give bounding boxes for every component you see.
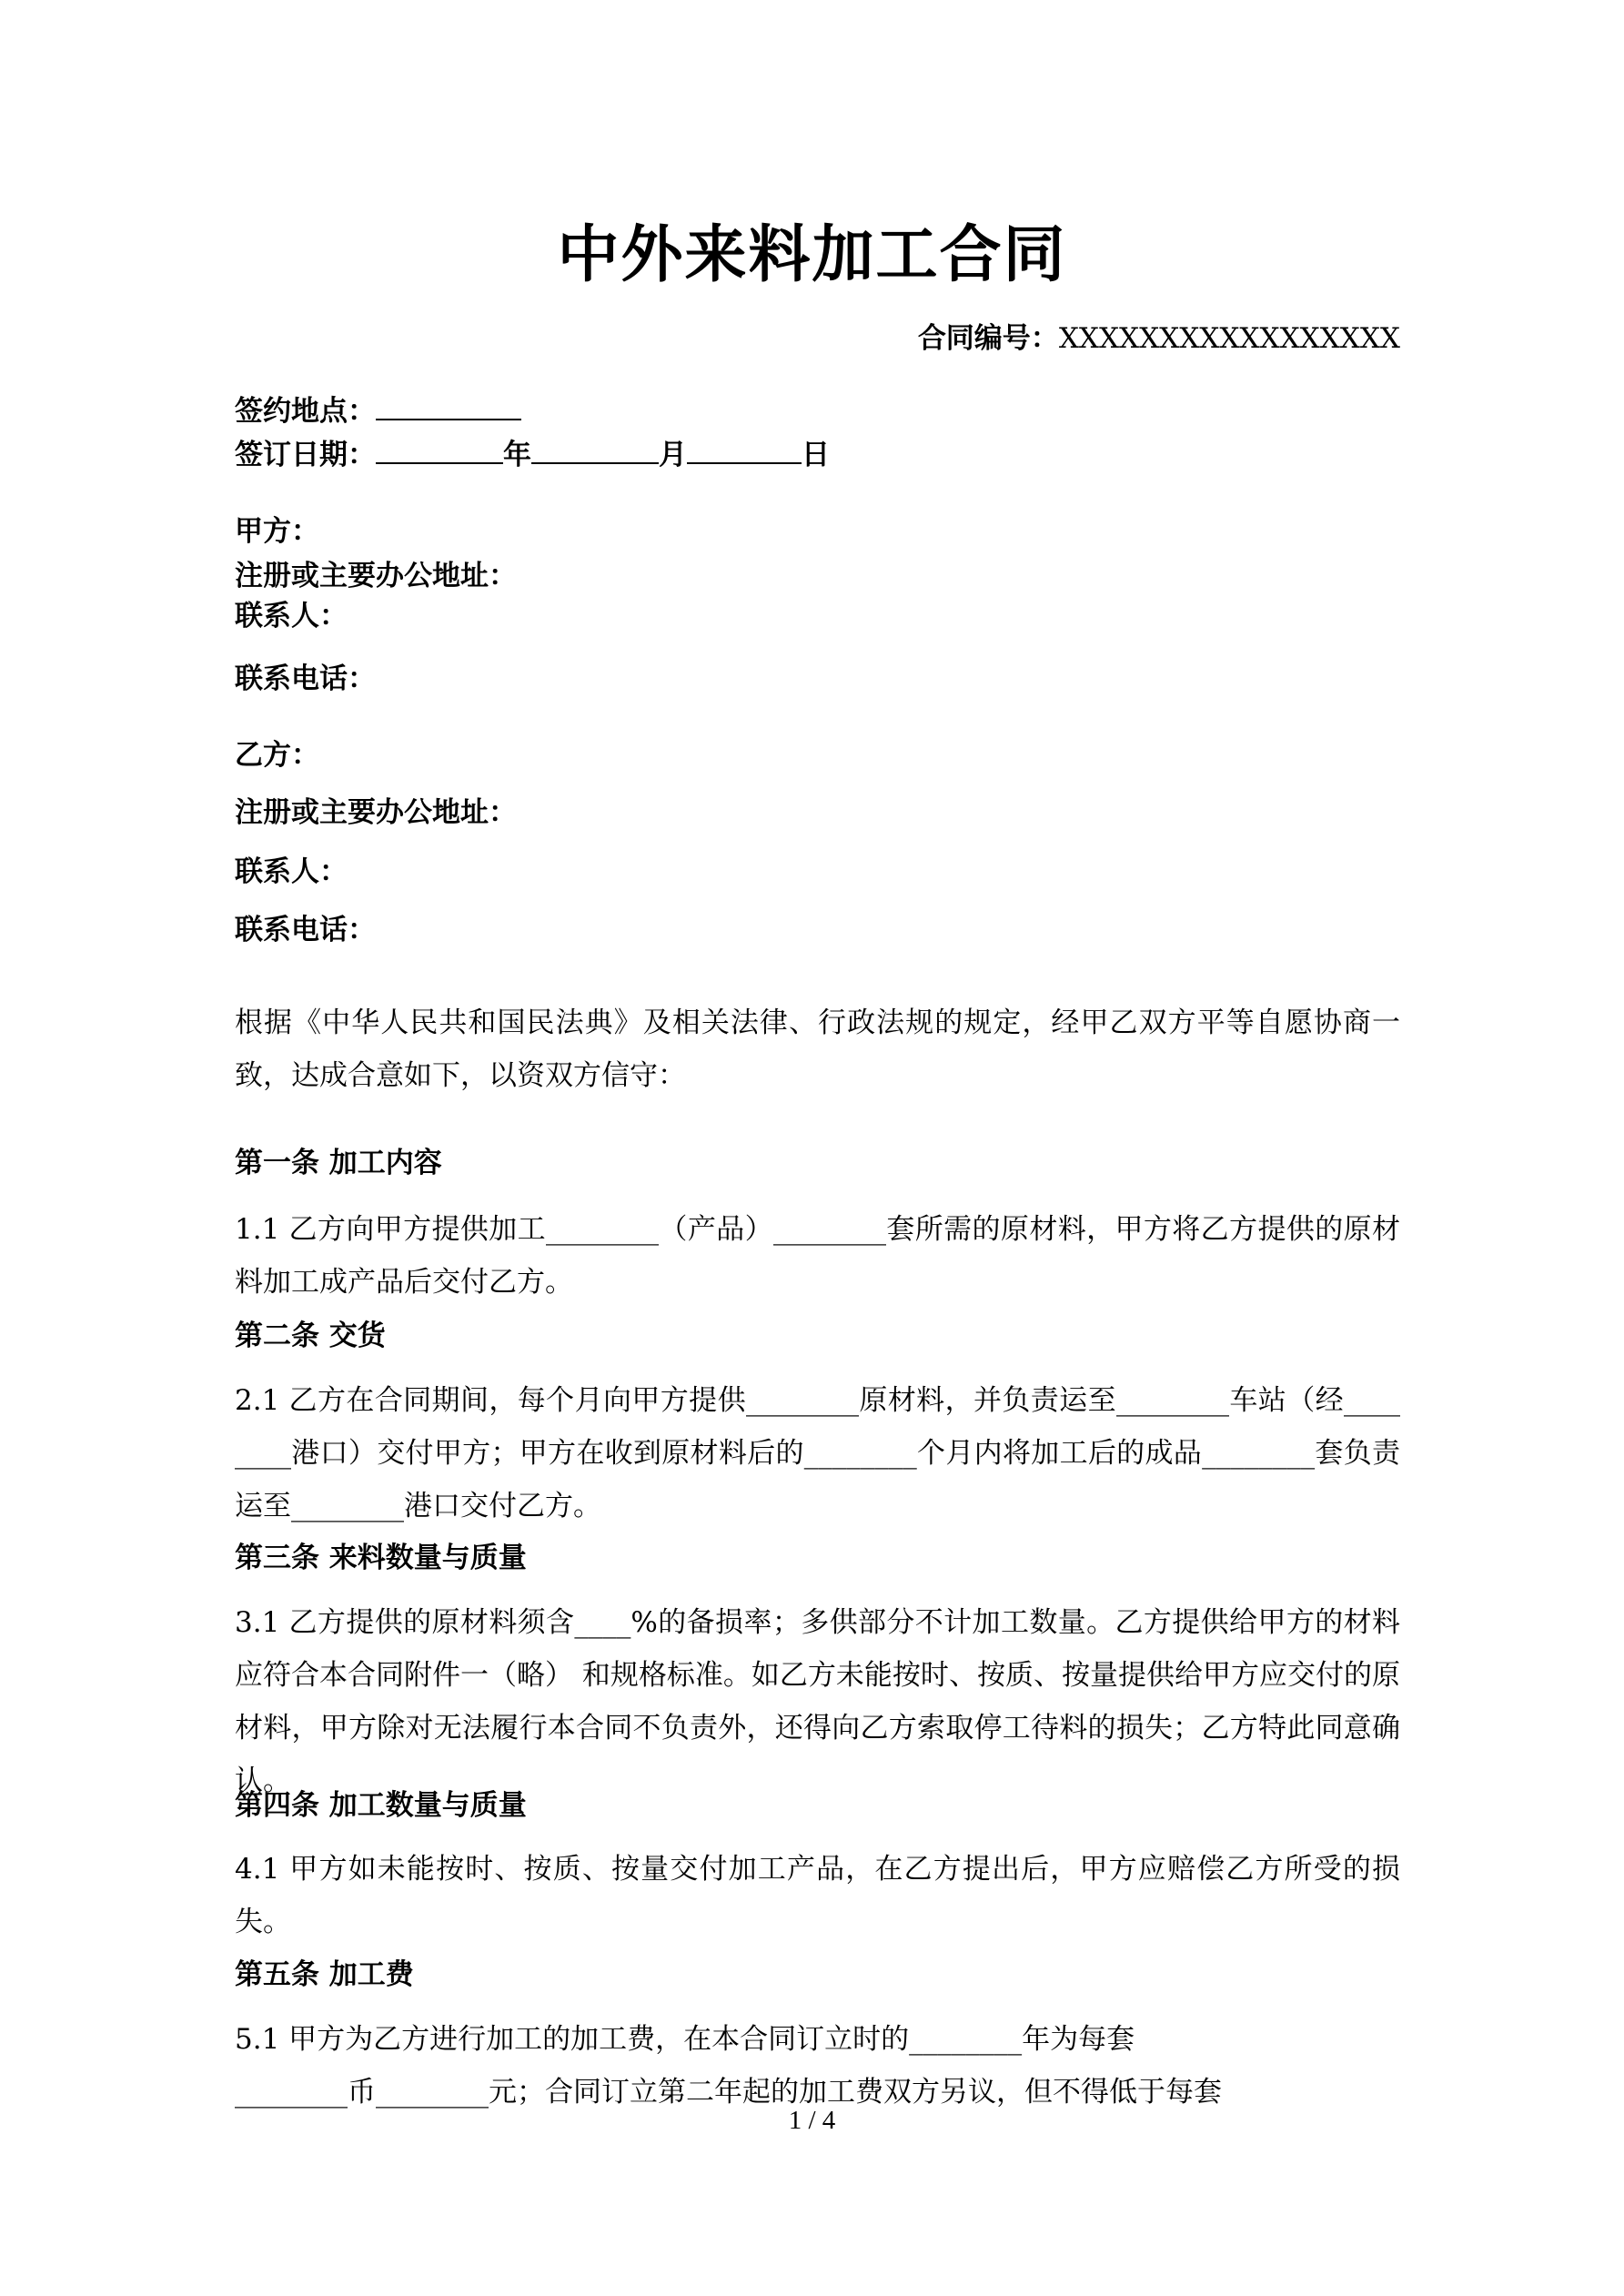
contract-number-label: 合同编号：: [917, 322, 1059, 355]
year-label: 年: [503, 439, 531, 471]
document-title: 中外来料加工合同: [557, 219, 1067, 291]
article-3-text: 3.1 乙方提供的原材料须含____%的备损率；多供部分不计加工数量。乙方提供给甲方的材料应符合本合同附件一（略） 和规格标准。如乙方未能按时、按质、按量提供给甲方应交付的原材料，甲方除对无法履行本合同不负责外，还得向乙方索取停工待料的损失；乙方特此同意确认。: [235, 1606, 1400, 1797]
page-number: 1 / 4: [788, 2106, 836, 2135]
preamble: 根据《中华人民共和国民法典》及相关法律、行政法规的规定，经甲乙双方平等自愿协商一致，达成合意如下，以资双方信守：: [235, 1006, 1400, 1092]
article-2-heading: 第二条 交货: [235, 1320, 386, 1352]
article-5-line-1: 5.1 甲方为乙方进行加工的加工费，在本合同订立时的________年为每套: [235, 2023, 1135, 2056]
party-b-phone: 联系电话：: [235, 914, 376, 946]
article-5-line-2: ________币________元；合同订立第二年起的加工费双方另议，但不得低于每套: [235, 2076, 1222, 2109]
sign-date: [235, 435, 830, 475]
day-blank: [687, 435, 802, 464]
sign-place-label: 签约地点：: [235, 395, 376, 428]
contract-number-value: XXXXXXXXXXXXXXXXX: [1058, 322, 1400, 355]
sign-place: [235, 391, 521, 431]
contract-number: [918, 319, 1400, 359]
party-a-contact: 联系人：: [235, 600, 348, 632]
article-4-heading: 第四条 加工数量与质量: [235, 1789, 527, 1822]
party-b-address: 注册或主要办公地址：: [235, 796, 517, 829]
article-1-text: 1.1 乙方向甲方提供加工________（产品）________套所需的原材料，甲方将乙方提供的原材料加工成产品后交付乙方。: [235, 1213, 1400, 1299]
sign-place-blank: [376, 391, 521, 420]
month-label: 月: [659, 439, 687, 471]
party-a-address: 注册或主要办公地址：: [235, 560, 517, 592]
party-a-name: 甲方：: [235, 515, 319, 548]
month-blank: [531, 435, 659, 464]
article-3-heading: 第三条 来料数量与质量: [235, 1542, 527, 1574]
article-1-heading: 第一条 加工内容: [235, 1147, 442, 1179]
article-5-heading: 第五条 加工费: [235, 1958, 414, 1991]
party-b-name: 乙方：: [235, 739, 319, 772]
party-a-phone: 联系电话：: [235, 663, 376, 695]
year-blank: [376, 435, 503, 464]
sign-date-label: 签订日期：: [235, 439, 376, 471]
article-4-text: 4.1 甲方如未能按时、按质、按量交付加工产品，在乙方提出后，甲方应赔偿乙方所受的损失。: [235, 1853, 1400, 1938]
day-label: 日: [802, 439, 830, 471]
article-2-text: 2.1 乙方在合同期间，每个月向甲方提供________原材料，并负责运至________车站（经________港口）交付甲方；甲方在收到原材料后的________个月内将加工后的成品________套负责运至________港口交付乙方。: [235, 1384, 1400, 1522]
party-b-contact: 联系人：: [235, 855, 348, 888]
